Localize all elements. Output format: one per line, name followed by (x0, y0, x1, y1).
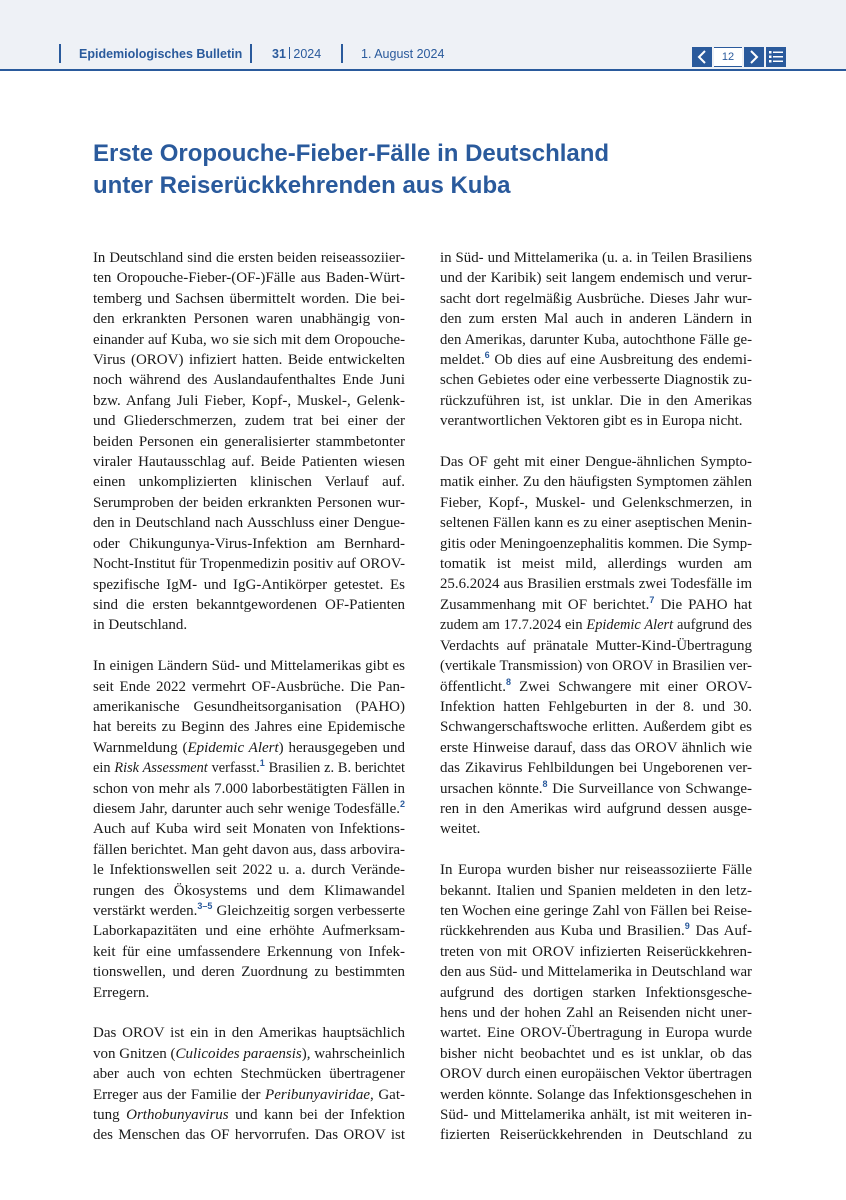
text-run: öffentlicht. (440, 678, 506, 695)
text-line: seltenen Fällen kann es zu einer aseptischen Menin- (440, 515, 752, 532)
text-line: aber auch von echten Stechmücken übertragener (93, 1066, 405, 1083)
text-run: verfasst. (207, 760, 260, 777)
page-number: 12 (714, 47, 742, 67)
title-line: unter Reiserückkehrenden aus Kuba (93, 172, 511, 199)
text-run: zudem am 17.7.2024 ein (440, 617, 587, 634)
text-line: rungen des Ökosystems und dem Klimawandel (93, 882, 405, 899)
text-line: bzw. Anfang Juli Fieber, Kopf-, Muskel-, Gelenk- (93, 392, 405, 409)
text-line: beiden Personen ein generalisierter stammbetonter (93, 433, 405, 450)
text-line: matik einher. Zu den häufigsten Symptomen zählen (440, 474, 752, 491)
text-line: Fieber, Kopf-, Muskel- und Gelenkschmerzen, in (440, 494, 752, 511)
text-line (93, 1085, 405, 1105)
reference-link[interactable]: 9 (684, 921, 690, 932)
text-line: weitet. (440, 821, 481, 838)
header-rule (0, 69, 846, 71)
reference-link[interactable]: 8 (542, 778, 548, 789)
text-line: viraler Hautausschlag auf. Beide Patienten wiesen (93, 454, 405, 471)
chevron-right-icon (749, 50, 759, 64)
text-line (93, 738, 405, 758)
reference-link[interactable]: 2 (399, 798, 405, 809)
text-line: in Deutschland. (93, 617, 188, 634)
text-line: temberg und Sachsen übermittelt worden. Die bei- (93, 290, 405, 307)
text-line: verantwortlichen Vektoren gibt es in Europa nicht. (440, 413, 743, 430)
text-line: den Amerikas, darunter Kuba, autochthone Fälle ge- (440, 331, 752, 348)
text-line: Verdachts auf pränatale Mutter-Kind-Übertragung (440, 637, 752, 654)
text-run: ) herausgegeben und (278, 739, 405, 756)
text-run: und kann bei der Infektion (228, 1107, 405, 1124)
italic-term: Culicoides paraensis (175, 1045, 302, 1062)
issue-label (272, 47, 321, 61)
reference-link[interactable]: 6 (484, 350, 490, 361)
text-line: einander auf Kuba, wo sie sich mit dem Oropouche- (93, 331, 405, 348)
text-line: bisher nicht beobachtet und es ist unklar, ob das (440, 1045, 752, 1062)
text-line: Virus (OROV) infiziert hatten. Beide entwickelten (93, 352, 405, 369)
text-line: gitis oder Meningoenzephalitis kommen. Die Symp- (440, 535, 752, 552)
text-line: werden könnte. Solange das Infektionsgeschehen in (440, 1086, 752, 1103)
text-line: Auch auf Kuba wird seit Monaten von Infektions- (93, 821, 405, 838)
text-line (440, 779, 752, 799)
toc-button[interactable] (766, 47, 786, 67)
text-run: ), wahrscheinlich (301, 1045, 406, 1062)
text-run: Die Surveillance von Schwange- (547, 780, 752, 797)
reference-link[interactable]: 1 (259, 758, 265, 769)
text-line: Erregern. (93, 984, 150, 1001)
text-line: hat bereits zu Beginn des Jahres eine Epidemische (93, 719, 405, 736)
text-line: Das OF geht mit einer Dengue-ähnlichen Sympto- (440, 454, 752, 471)
text-line: ten Oropouche-Fieber-(OF-)Fälle aus Baden-Würt- (93, 270, 405, 287)
text-line (93, 799, 405, 819)
header-separator (59, 44, 61, 63)
text-run: von Gnitzen ( (93, 1045, 176, 1062)
prev-page-button[interactable] (692, 47, 712, 67)
text-line: wartet. Eine OROV-Übertragung in Europa wurde (440, 1025, 752, 1042)
text-line: des Menschen das OF hervorrufen. Das OROV ist (93, 1127, 405, 1144)
list-icon (769, 51, 783, 63)
text-line: den zum ersten Mal auch in anderen Ländern in (440, 311, 752, 328)
text-run: ein (93, 760, 115, 777)
journal-name: Epidemiologisches Bulletin (79, 47, 243, 61)
text-line: und Gliederschmerzen, zudem trat bei einer der (93, 413, 405, 430)
text-line: schen Gebietes oder eine verbesserte Diagnostik zu- (440, 372, 752, 389)
text-line: In Deutschland sind die ersten beiden reiseassoziier- (93, 250, 405, 266)
italic-term: Epidemic Alert (586, 617, 674, 634)
text-line: schon von mehr als 7.000 laborbestätigten Fällen in (93, 780, 405, 797)
paragraph (440, 860, 752, 1146)
text-line: 25.6.2024 aus Brasilien erstmals zwei Todesfälle im (440, 576, 752, 593)
text-line: bekannt. Italien und Spanien meldeten in den letz- (440, 882, 752, 899)
text-line: Serumproben der beiden erkrankten Personen wur- (93, 494, 405, 511)
text-line: ren in den Amerikas wird aufgrund dessen ausge- (440, 800, 752, 817)
text-line (440, 595, 752, 615)
text-line: erste Hinweise darauf, dass das OROV ähnlich wie (440, 739, 752, 756)
text-line: Infektion hatten Fehlgeburten in der 8. und 30. (440, 698, 752, 715)
text-run: ursachen könnte. (440, 780, 543, 797)
text-line: hens und der hohen Zahl an Reisenden nicht uner- (440, 1005, 752, 1021)
text-line (440, 921, 752, 941)
text-line: Laborkapazitäten und eine erhöhte Aufmerksam- (93, 923, 405, 940)
text-line: fizierten Reiserückkehrenden in Deutschland zu (440, 1127, 752, 1144)
text-line: aufgrund des dortigen starken Infektionsgesche- (440, 984, 752, 1001)
text-line: tionswellen, und deren Zuordnung zu bestimmten (93, 964, 405, 981)
text-column-right (440, 248, 752, 1166)
text-line: seit Ende 2022 vermehrt OF-Ausbrüche. Die Pan- (93, 678, 405, 695)
reference-link[interactable]: 3–5 (197, 900, 213, 911)
text-line: und der Karibik) seit langem endemisch und verur- (440, 270, 752, 287)
text-line (440, 677, 752, 697)
reference-link[interactable]: 7 (649, 594, 655, 605)
text-line: den in Deutschland nach Ausschluss einer Dengue- (93, 515, 405, 532)
text-line: ten Wochen eine geringe Zahl von Fällen bei Reise- (440, 902, 752, 919)
text-line: den aus Süd- und Mittelamerika in Deutschland war (440, 964, 752, 981)
text-line: Süd- und Mittelamerika anhält, ist mit weiteren in- (440, 1107, 752, 1124)
text-line: tomatik ist meist mild, allerdings wurden am (440, 556, 752, 573)
paragraph (93, 656, 405, 1003)
header-separator (341, 44, 343, 63)
text-line: spezifische IgM- und IgG-Antikörper getestet. Es (93, 576, 405, 593)
text-run: Erreger aus der Familie der (93, 1086, 266, 1103)
text-line (93, 901, 405, 921)
text-line: Das OROV ist ein in den Amerikas hauptsächlich (93, 1025, 405, 1042)
issue-year: 2024 (293, 47, 322, 61)
text-line: OROV durch einen europäischen Vektor übertragen (440, 1066, 752, 1083)
text-run: Ob dies auf eine Ausbreitung des endemi- (489, 352, 752, 369)
text-run: tung (93, 1107, 127, 1124)
text-line: einen unkomplizierten klinischen Verlauf auf. (93, 474, 405, 491)
text-line: Nocht-Institut für Tropenmedizin positiv auf OROV- (93, 556, 405, 573)
text-run: aufgrund des (673, 617, 752, 634)
text-column-left (93, 248, 405, 1166)
text-line: oder Chikungunya-Virus-Infektion am Bernhard- (93, 535, 405, 552)
italic-term: Orthobunyavirus (126, 1107, 229, 1124)
italic-term: Epidemic Alert (187, 739, 279, 756)
paragraph (440, 452, 752, 840)
reference-link[interactable]: 8 (505, 676, 511, 687)
text-line (440, 350, 752, 370)
text-line (93, 1105, 405, 1125)
text-line: treten von mit OROV infizierten Reiserückkehren- (440, 943, 752, 960)
text-run: Zusammenhang mit OF berichtet. (440, 596, 650, 613)
header-separator (250, 44, 252, 63)
text-line: in Süd- und Mittelamerika (u. a. in Teilen Brasiliens (440, 250, 752, 266)
text-run: rückkehrenden aus Kuba und Brasilien. (440, 923, 685, 940)
text-line: In Europa wurden bisher nur reiseassoziierte Fälle (440, 862, 752, 879)
article-title (93, 138, 713, 202)
text-line: sacht dort regelmäßig Ausbrüche. Dieses Jahr wur- (440, 290, 752, 307)
text-run: Das Auf- (689, 923, 752, 940)
text-run: meldet. (440, 352, 485, 369)
text-line: sind die ersten bekanntgewordenen OF-Patienten (93, 596, 405, 613)
text-line: fällen berichtet. Man geht davon aus, dass arbovira- (93, 841, 405, 858)
paragraph (93, 248, 405, 636)
text-line (93, 758, 405, 778)
italic-term: Peribunyaviridae (265, 1086, 371, 1103)
issue-divider (289, 47, 291, 59)
issue-date: 1. August 2024 (361, 47, 445, 61)
text-line: den erkrankten Personen waren unabhängig von- (93, 311, 405, 328)
paragraph (93, 1023, 405, 1145)
text-run: Warnmeldung ( (93, 739, 188, 756)
text-run: Die PAHO hat (654, 596, 752, 613)
paragraph (440, 248, 752, 432)
text-line (440, 615, 752, 635)
text-run: Zwei Schwangere mit einer OROV- (510, 678, 752, 695)
text-run: diesem Jahr, darunter auch sehr wenige Todesfälle. (93, 800, 400, 817)
italic-term: Risk Assessment (114, 760, 208, 777)
text-line: keit für eine umfassendere Erkennung von Infek- (93, 943, 405, 960)
text-run: Gleichzeitig sorgen verbesserte (212, 902, 406, 919)
text-run: verstärkt werden. (93, 902, 198, 919)
title-line: Erste Oropouche-Fieber-Fälle in Deutschland (93, 140, 610, 167)
text-line (93, 1044, 405, 1064)
text-line: das Zikavirus Fehlbildungen bei Ungeborenen ver- (440, 760, 752, 777)
text-line: Schwangerschaftswoche erlitten. Außerdem gibt es (440, 719, 752, 736)
next-page-button[interactable] (744, 47, 764, 67)
text-line: rückzuführen ist, ist unklar. Die in den Amerikas (440, 392, 752, 409)
text-run: , Gat- (370, 1086, 406, 1103)
text-line: In einigen Ländern Süd- und Mittelamerikas gibt es (93, 658, 405, 675)
text-line: le Infektionswellen seit 2022 u. a. durch Verände- (93, 862, 405, 879)
issue-number: 31 (272, 47, 286, 61)
text-line: amerikanische Gesundheitsorganisation (PAHO) (93, 698, 405, 715)
text-line: (vertikale Transmission) von OROV in Brasilien ver- (440, 658, 752, 675)
text-run: Brasilien z. B. berichtet (264, 760, 405, 777)
chevron-left-icon (697, 50, 707, 64)
text-line: noch während des Auslandaufenthaltes Ende Juni (93, 372, 405, 389)
